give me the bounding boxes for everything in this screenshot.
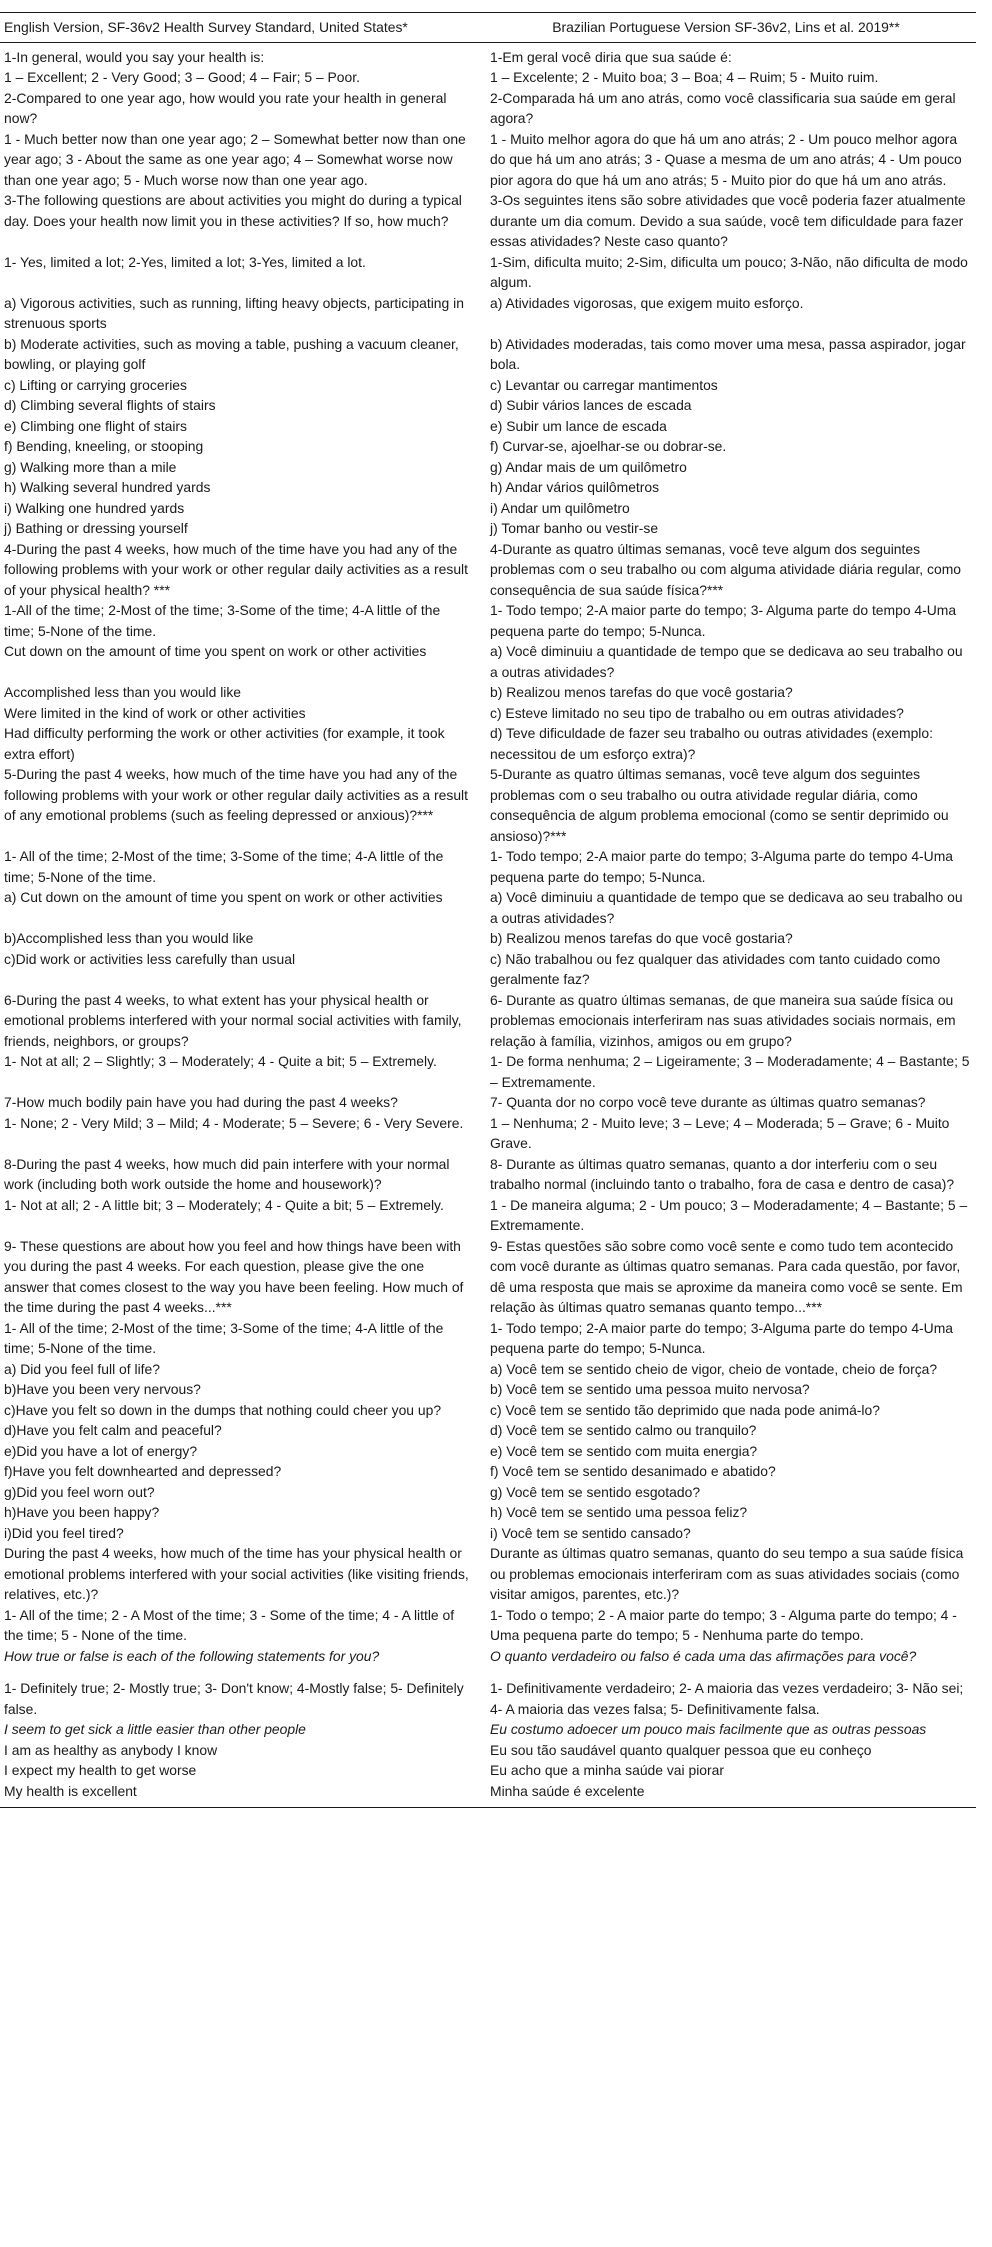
cell-english: i) Walking one hundred yards [4,499,185,516]
cell-portuguese: c) Não trabalhou ou fez qualquer das atividades com tanto cuidado como geralmente faz? [490,950,941,987]
table-row [0,1195,976,1236]
table-row [0,518,976,539]
cell-portuguese: d) Teve dificuldade de fazer seu trabalho ou outras atividades (exemplo: necessitou de um esforço extra)? [490,725,933,762]
table-row [0,1359,976,1380]
cell-portuguese: a) Você tem se sentido cheio de vigor, cheio de vontade, cheio de força? [490,1360,938,1377]
table-row [0,252,976,293]
cell-portuguese: Minha saúde é excelente [478,1781,976,1808]
cell-portuguese: 1- De forma nenhuma; 2 – Ligeiramente; 3 – Moderadamente; 4 – Bastante; 5 – Extremamente. [490,1053,970,1090]
cell-english: c)Have you felt so down in the dumps that nothing could cheer you up? [4,1401,442,1418]
cell-portuguese: j) Tomar banho ou vestir-se [490,520,659,536]
table-row [0,600,976,641]
cell-english: 1- Definitely true; 2- Mostly true; 3- Don't know; 4-Mostly false; 5- Definitely false. [4,1680,464,1717]
cell-english: 3-The following questions are about activities you might do during a typical day. Does your health now limit you in these activities? If so, how much? [4,192,462,229]
cell-english: c)Did work or activities less carefully than usual [4,950,296,967]
table-row [0,1236,976,1318]
cell-english: g) Walking more than a mile [4,458,177,475]
table-row [0,641,976,682]
cell-portuguese: Eu acho que a minha saúde vai piorar [490,1762,724,1778]
cell-portuguese: 2-Comparada há um ano atrás, como você classificaria sua saúde em geral agora? [490,89,956,126]
cell-portuguese: 1 - De maneira alguma; 2 - Um pouco; 3 – Moderadamente; 4 – Bastante; 5 – Extremamente. [490,1196,968,1233]
cell-english: b) Moderate activities, such as moving a table, pushing a vacuum cleaner, bowling, or playing golf [4,335,459,372]
cell-english: 1- Not at all; 2 – Slightly; 3 – Moderately; 4 - Quite a bit; 5 – Extremely. [4,1053,437,1069]
cell-english: a) Vigorous activities, such as running, lifting heavy objects, participating in strenuous sports [4,294,464,331]
cell-portuguese: 1- Todo tempo; 2-A maior parte do tempo; 3-Alguma parte do tempo 4-Uma pequena parte do tempo; 5-Nunca. [490,848,954,885]
cell-portuguese: d) Você tem se sentido calmo ou tranquilo? [490,1422,757,1438]
cell-portuguese: i) Você tem se sentido cansado? [490,1524,691,1541]
table-row [0,1400,976,1421]
cell-portuguese: Durante as últimas quatro semanas, quanto do seu tempo a sua saúde física ou problemas emocionais interferiram com as suas atividades sociais (como visitar amigos, parentes, etc.)? [490,1545,964,1602]
cell-english: b)Accomplished less than you would like [4,930,254,946]
table-row [0,190,976,252]
cell-english: 1 – Excellent; 2 - Very Good; 3 – Good; 4 – Fair; 5 – Poor. [4,69,360,85]
table-row [0,846,976,887]
cell-english: 1-In general, would you say your health is: [4,48,265,65]
table-row [0,1740,976,1761]
header-portuguese-version: Brazilian Portuguese Version SF-36v2, Lins et al. 2019** [478,13,976,43]
cell-portuguese: e) Você tem se sentido com muita energia? [490,1442,758,1459]
cell-portuguese: Eu sou tão saudável quanto qualquer pessoa que eu conheço [490,1741,872,1758]
cell-english: Accomplished less than you would like [4,684,242,700]
cell-portuguese: c) Você tem se sentido tão deprimido que nada pode animá-lo? [490,1401,880,1418]
table-row [0,928,976,949]
table-row [0,1441,976,1462]
cell-portuguese: 8- Durante as últimas quatro semanas, quanto a dor interferiu com o seu trabalho normal (incluindo tanto o trabalho, fora de casa e dentro de casa)? [490,1155,955,1192]
table-row [0,1605,976,1646]
cell-portuguese: b) Realizou menos tarefas do que você gostaria? [490,684,793,700]
cell-english: 1- Not at all; 2 - A little bit; 3 – Moderately; 4 - Quite a bit; 5 – Extremely. [4,1196,444,1213]
cell-portuguese: b) Realizou menos tarefas do que você gostaria? [490,930,793,946]
cell-english: j) Bathing or dressing yourself [4,520,188,536]
cell-portuguese: 1-Em geral você diria que sua saúde é: [490,48,732,65]
table-row [0,1461,976,1482]
table-row [0,436,976,457]
cell-portuguese: a) Você diminuiu a quantidade de tempo que se dedicava ao seu trabalho ou a outras atividades? [490,643,963,680]
cell-portuguese: i) Andar um quilômetro [490,499,630,516]
table-row [0,1719,976,1740]
cell-english: 4-During the past 4 weeks, how much of the time have you had any of the following problems with your work or other regular daily activities as a result of your physical health? *** [4,540,468,598]
cell-english: Had difficulty performing the work or other activities (for example, it took extra effort) [4,725,445,762]
cell-english: 8-During the past 4 weeks, how much did pain interfere with your normal work (including both work outside the home and housework)? [4,1155,450,1192]
table-row [0,1760,976,1781]
table-row [0,1113,976,1154]
cell-english: 1- None; 2 - Very Mild; 3 – Mild; 4 - Moderate; 5 – Severe; 6 - Very Severe. [4,1114,464,1131]
cell-english: a) Cut down on the amount of time you spent on work or other activities [4,889,443,905]
cell-english: b)Have you been very nervous? [4,1381,201,1397]
cell-portuguese: 1- Definitivamente verdadeiro; 2- A maioria das vezes verdadeiro; 3- Não sei; 4- A maioria das vezes falsa; 5- Definitivamente falsa. [490,1680,964,1717]
cell-english: 1- All of the time; 2-Most of the time; 3-Some of the time; 4-A little of the time; 5-None of the time. [4,1319,444,1356]
cell-portuguese: c) Levantar ou carregar mantimentos [490,376,718,393]
cell-portuguese: g) Andar mais de um quilômetro [490,458,687,475]
cell-portuguese: b) Atividades moderadas, tais como mover uma mesa, passa aspirador, jogar bola. [490,335,966,372]
table-row [0,1543,976,1605]
cell-english: d) Climbing several flights of stairs [4,397,216,413]
cell-english: d)Have you felt calm and peaceful? [4,1422,222,1438]
table-row [0,1318,976,1359]
cell-portuguese: 1 – Excelente; 2 - Muito boa; 3 – Boa; 4 – Ruim; 5 - Muito ruim. [490,69,879,85]
cell-portuguese: 5-Durante as quatro últimas semanas, você teve algum dos seguintes problemas com o seu trabalho ou outra atividade regular diária, como consequência de algum problema emocional (como se sentir deprimido ou ansioso)?*** [490,766,949,844]
header-english-version: English Version, SF-36v2 Health Survey Standard, United States* [0,13,478,43]
table-row [0,42,976,67]
cell-english: How true or false is each of the following statements for you? [4,1647,380,1664]
cell-english: 7-How much bodily pain have you had during the past 4 weeks? [4,1094,398,1110]
table-row [0,416,976,437]
cell-english: f)Have you felt downhearted and depressed? [4,1463,282,1479]
cell-portuguese: 9- Estas questões são sobre como você sente e como tudo tem acontecido com você durante as últimas quatro semanas. Para cada questão, por favor, dê uma resposta que mais se aproxime da maneira como você se sente. Em relação às últimas quatro semanas quanto tempo...*** [490,1237,963,1315]
cell-portuguese: 4-Durante as quatro últimas semanas, você teve algum dos seguintes problemas com o seu trabalho ou com alguma atividade diária regular, como consequência de sua saúde física?*** [490,540,961,598]
table-row [0,334,976,375]
cell-english: Cut down on the amount of time you spent on work or other activities [4,643,427,659]
cell-english: c) Lifting or carrying groceries [4,376,187,393]
table-row [0,1523,976,1544]
cell-portuguese: 1 - Muito melhor agora do que há um ano atrás; 2 - Um pouco melhor agora do que há um ano atrás; 3 - Quase a mesma de um ano atrás; 4 - Um pouco pior agora do que há um ano atrás; 5 - Muito pior do que há um ano atrás. [490,130,962,188]
table-row [0,1051,976,1092]
cell-portuguese: d) Subir vários lances de escada [490,397,692,413]
cell-portuguese: 1- Todo o tempo; 2 - A maior parte do tempo; 3 - Alguma parte do tempo; 4 - Uma pequena parte do tempo; 5 - Nenhuma parte do tempo. [490,1606,957,1643]
table-row [0,682,976,703]
table-row [0,1781,976,1808]
cell-english: 5-During the past 4 weeks, how much of the time have you had any of the following problems with your work or other regular daily activities as a result of any emotional problems (such as feeling depressed or anxious)?*** [4,766,468,823]
cell-english: My health is excellent [0,1781,478,1808]
table-row [0,887,976,928]
cell-portuguese: 3-Os seguintes itens são sobre atividades que você poderia fazer atualmente durante um dia comum. Devido a sua saúde, você tem dificuldade para fazer essas atividades? Neste caso quanto? [490,192,966,249]
table-row [0,1420,976,1441]
table-row [0,67,976,88]
cell-portuguese: O quanto verdadeiro ou falso é cada uma das afirmações para você? [490,1647,917,1664]
cell-portuguese: e) Subir um lance de escada [490,417,667,434]
cell-portuguese: 6- Durante as quatro últimas semanas, de que maneira sua saúde física ou problemas emocionais interferiram nas suas atividades sociais normais, em relação à família, vizinhos, amigos ou em grupo? [490,991,956,1049]
cell-english: I am as healthy as anybody I know [4,1741,218,1758]
cell-portuguese: 1 – Nenhuma; 2 - Muito leve; 3 – Leve; 4 – Moderada; 5 – Grave; 6 - Muito Grave. [490,1114,950,1151]
cell-english: i)Did you feel tired? [4,1524,124,1541]
table-row [0,129,976,191]
cell-english: h) Walking several hundred yards [4,479,211,495]
table-row [0,703,976,724]
cell-english: a) Did you feel full of life? [4,1360,160,1377]
cell-portuguese: 7- Quanta dor no corpo você teve durante as últimas quatro semanas? [490,1094,926,1110]
cell-portuguese: h) Você tem se sentido uma pessoa feliz? [490,1504,748,1520]
table-row [0,293,976,334]
cell-english: 9- These questions are about how you feel and how things have been with you during the past 4 weeks. For each question, please give the one answer that comes closest to the way you have been feeling. How much of the time during the past 4 weeks...*** [4,1237,464,1315]
cell-english: 6-During the past 4 weeks, to what extent has your physical health or emotional problems interfered with your normal social activities with family, friends, neighbors, or groups? [4,991,462,1049]
table-row [0,1482,976,1503]
cell-portuguese: f) Curvar-se, ajoelhar-se ou dobrar-se. [490,438,727,454]
cell-english: Were limited in the kind of work or other activities [4,704,306,721]
cell-portuguese: 1- Todo tempo; 2-A maior parte do tempo; 3-Alguma parte do tempo 4-Uma pequena parte do tempo; 5-Nunca. [490,1319,954,1356]
table-header-row [0,13,976,43]
cell-english: During the past 4 weeks, how much of the time has your physical health or emotional problems interfered with your social activities (like visiting friends, relatives, etc.)? [4,1545,469,1602]
cell-english: 2-Compared to one year ago, how would you rate your health in general now? [4,89,447,126]
table-row [0,1666,976,1719]
sf36-translation-table [0,12,976,1808]
table-row [0,764,976,846]
cell-portuguese: a) Atividades vigorosas, que exigem muito esforço. [490,294,804,311]
cell-portuguese: c) Esteve limitado no seu tipo de trabalho ou em outras atividades? [490,704,904,721]
table-row [0,723,976,764]
cell-english: h)Have you been happy? [4,1504,160,1520]
table-body [0,42,976,1808]
table-row [0,1379,976,1400]
table-row [0,949,976,990]
cell-english: 1 - Much better now than one year ago; 2 – Somewhat better now than one year ago; 3 - About the same as one year ago; 4 – Somewhat worse now than one year ago; 5 - Much worse now than one year ago. [4,130,466,188]
cell-portuguese: a) Você diminuiu a quantidade de tempo que se dedicava ao seu trabalho ou a outras atividades? [490,889,963,926]
table-row [0,1646,976,1667]
cell-english: I seem to get sick a little easier than other people [4,1721,306,1737]
table-row [0,498,976,519]
cell-portuguese: g) Você tem se sentido esgotado? [490,1483,701,1500]
table-row [0,457,976,478]
table-row [0,395,976,416]
table-row [0,1502,976,1523]
cell-english: e) Climbing one flight of stairs [4,417,187,434]
cell-english: f) Bending, kneeling, or stooping [4,438,204,454]
cell-portuguese: Eu costumo adoecer um pouco mais facilmente que as outras pessoas [490,1721,927,1737]
table-row [0,88,976,129]
table-row [0,539,976,601]
table-row [0,1154,976,1195]
cell-english: e)Did you have a lot of energy? [4,1442,198,1459]
cell-portuguese: h) Andar vários quilômetros [490,479,660,495]
cell-english: 1- All of the time; 2-Most of the time; 3-Some of the time; 4-A little of the time; 5-None of the time. [4,848,444,885]
table-row [0,477,976,498]
cell-portuguese: 1-Sim, dificulta muito; 2-Sim, dificulta um pouco; 3-Não, não dificulta de modo algum. [490,253,968,290]
table-row [0,1092,976,1113]
cell-portuguese: 1- Todo tempo; 2-A maior parte do tempo; 3- Alguma parte do tempo 4-Uma pequena parte do tempo; 5-Nunca. [490,602,957,639]
table-row [0,990,976,1052]
cell-portuguese: f) Você tem se sentido desanimado e abatido? [490,1463,776,1479]
cell-english: 1- All of the time; 2 - A Most of the time; 3 - Some of the time; 4 - A little of the time; 5 - None of the time. [4,1606,455,1643]
cell-english: g)Did you feel worn out? [4,1483,155,1500]
cell-english: I expect my health to get worse [4,1762,197,1778]
cell-english: 1-All of the time; 2-Most of the time; 3-Some of the time; 4-A little of the time; 5-None of the time. [4,602,441,639]
table-row [0,375,976,396]
cell-portuguese: b) Você tem se sentido uma pessoa muito nervosa? [490,1381,810,1397]
cell-english: 1- Yes, limited a lot; 2-Yes, limited a lot; 3-Yes, limited a lot. [4,253,366,270]
